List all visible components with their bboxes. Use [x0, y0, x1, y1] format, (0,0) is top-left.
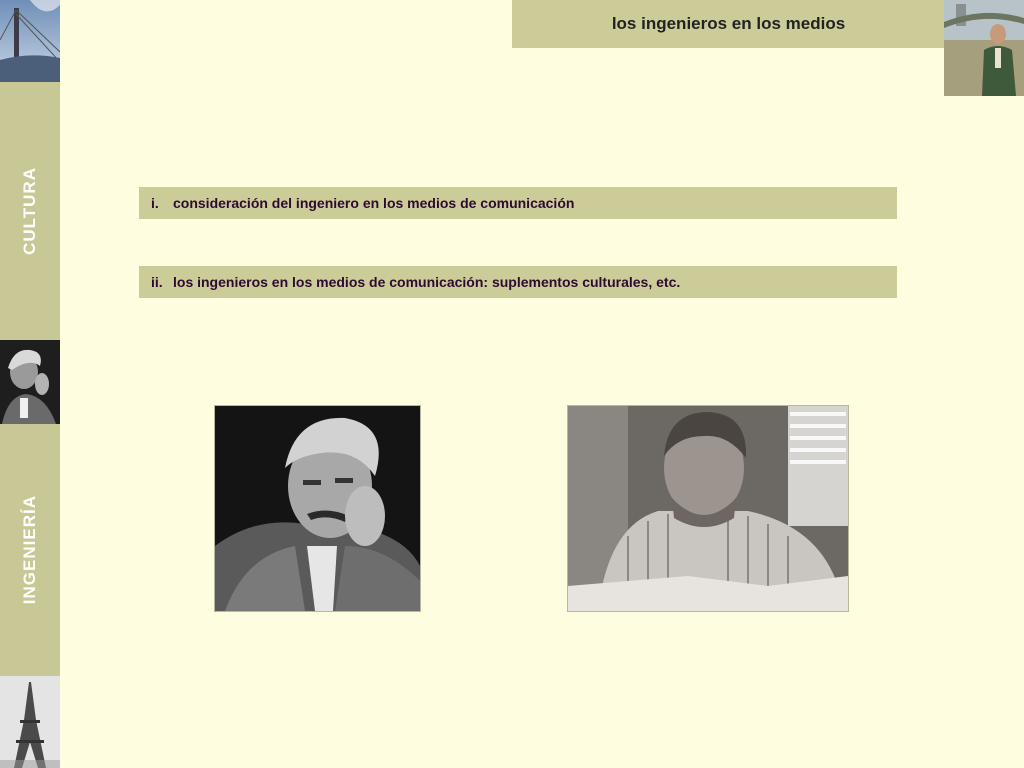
topic-item-1 — [139, 187, 897, 219]
header-title-bar — [512, 0, 945, 48]
ingenieria-band — [0, 424, 60, 676]
portrait-thumbnail — [0, 340, 60, 424]
eiffel-tower-thumbnail — [0, 676, 60, 768]
topic-item-text: consideración del ingeniero en los medios de comunicación — [173, 195, 575, 211]
topic-item-text: los ingenieros en los medios de comunicación: suplementos culturales, etc. — [173, 274, 681, 290]
portrait-photo-left — [214, 405, 421, 612]
cultura-band — [0, 82, 60, 340]
topic-item-2 — [139, 266, 897, 298]
cultura-label: CULTURA — [20, 167, 39, 255]
corner-photo — [944, 0, 1024, 96]
portrait-photo-right — [567, 405, 849, 612]
sidebar — [0, 0, 60, 768]
page-title: los ingenieros en los medios — [611, 14, 846, 33]
topic-item-number: ii. — [151, 274, 163, 290]
ingenieria-label: INGENIERÍA — [20, 495, 39, 605]
bridge-thumbnail — [0, 0, 60, 82]
topic-item-number: i. — [151, 195, 159, 211]
